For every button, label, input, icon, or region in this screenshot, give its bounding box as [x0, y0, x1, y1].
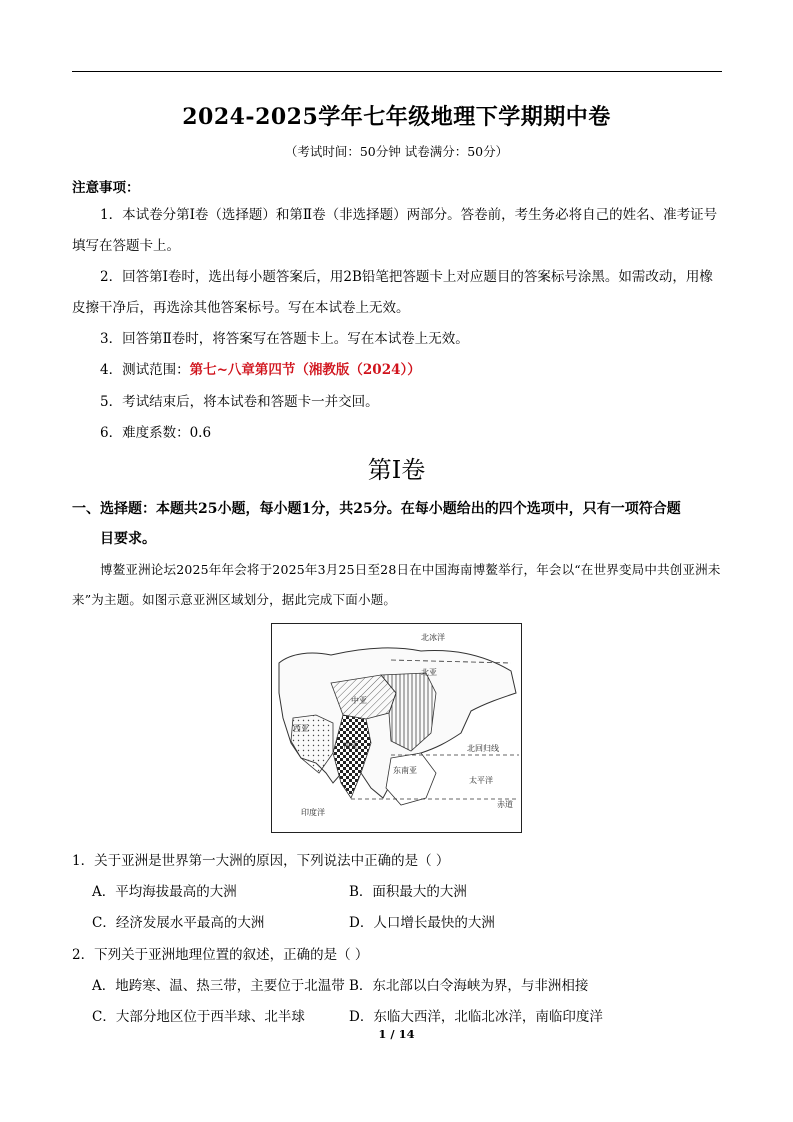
question-1-option-c: C．经济发展水平最高的大洲 [92, 915, 265, 931]
question-2-option-b: B．东北部以白令海峡为界，与非洲相接 [349, 978, 589, 994]
question-1-option-b: B．面积最大的大洲 [349, 884, 467, 900]
notice-item-1: 1．本试卷分第Ⅰ卷（选择题）和第Ⅱ卷（非选择题）两部分。答卷前，考生务必将自己的姓名、准考证号填写在答题卡上。 [72, 207, 718, 254]
equator-label: 赤道 [497, 800, 513, 809]
notice-item-4-prefix: 4．测试范围： [100, 362, 190, 378]
question-intro: 博鳌亚洲论坛2025年年会将于2025年3月25日至28日在中国海南博鳌举行，年会以“在世界变局中共创亚洲未来”为主题。如图示意亚洲区域划分，据此完成下面小题。 [72, 562, 721, 607]
south-asia-label: 南亚 [343, 741, 359, 750]
question-2-option-c: C．大部分地区位于西半球、北半球 [92, 1009, 305, 1025]
question-1-option-d: D．人口增长最快的大洲 [349, 915, 495, 931]
page-number: 1 / 14 [378, 1027, 415, 1041]
question-heading-line2: 目要求。 [100, 531, 156, 547]
question-2-stem: 2．下列关于亚洲地理位置的叙述，正确的是（ ） [72, 947, 369, 963]
southeast-asia-label: 东南亚 [393, 766, 417, 775]
question-1-option-a: A．平均海拔最高的大洲 [92, 884, 237, 900]
arctic-ocean-label: 北冰洋 [421, 633, 445, 642]
indian-ocean-label: 印度洋 [301, 808, 325, 817]
question-heading-line1: 一、选择题：本题共25小题，每小题1分，共25分。在每小题给出的四个选项中，只有一项符合题 [72, 501, 681, 517]
notice-item-4 [72, 355, 722, 386]
notice-item-5: 5．考试结束后，将本试卷和答题卡一并交回。 [100, 394, 379, 410]
notice-item-3: 3．回答第Ⅱ卷时，将答案写在答题卡上。写在本试卷上无效。 [100, 331, 469, 347]
section-title: 第Ⅰ卷 [367, 456, 426, 484]
header-rule [72, 71, 722, 72]
west-asia-label: 西亚 [293, 724, 309, 733]
question-1-stem: 1．关于亚洲是世界第一大洲的原因，下列说法中正确的是（ ） [72, 853, 450, 869]
asia-region-map [271, 623, 522, 833]
north-asia-label: 北亚 [421, 668, 437, 677]
test-scope: 第七~八章第四节（湘教版（2024）） [189, 362, 421, 378]
notice-item-2: 2．回答第Ⅰ卷时，选出每小题答案后，用2B铅笔把答题卡上对应题目的答案标号涂黑。如需改动，用橡皮擦干净后，再选涂其他答案标号。写在本试卷上无效。 [72, 269, 713, 316]
central-asia-label: 中亚 [351, 696, 367, 705]
notice-heading: 注意事项： [72, 180, 140, 196]
exam-title: 2024-2025学年七年级地理下学期期中卷 [182, 104, 611, 130]
notice-item-6: 6．难度系数：0.6 [100, 425, 212, 441]
question-2-option-d: D．东临大西洋，北临北冰洋，南临印度洋 [349, 1009, 603, 1025]
exam-subtitle: （考试时间：50分钟 试卷满分：50分） [284, 144, 509, 159]
question-section-heading [72, 494, 727, 554]
question-2-option-a: A．地跨寒、温、热三带，主要位于北温带 [92, 978, 345, 994]
pacific-ocean-label: 太平洋 [469, 776, 493, 785]
tropic-label: 北回归线 [467, 744, 499, 753]
